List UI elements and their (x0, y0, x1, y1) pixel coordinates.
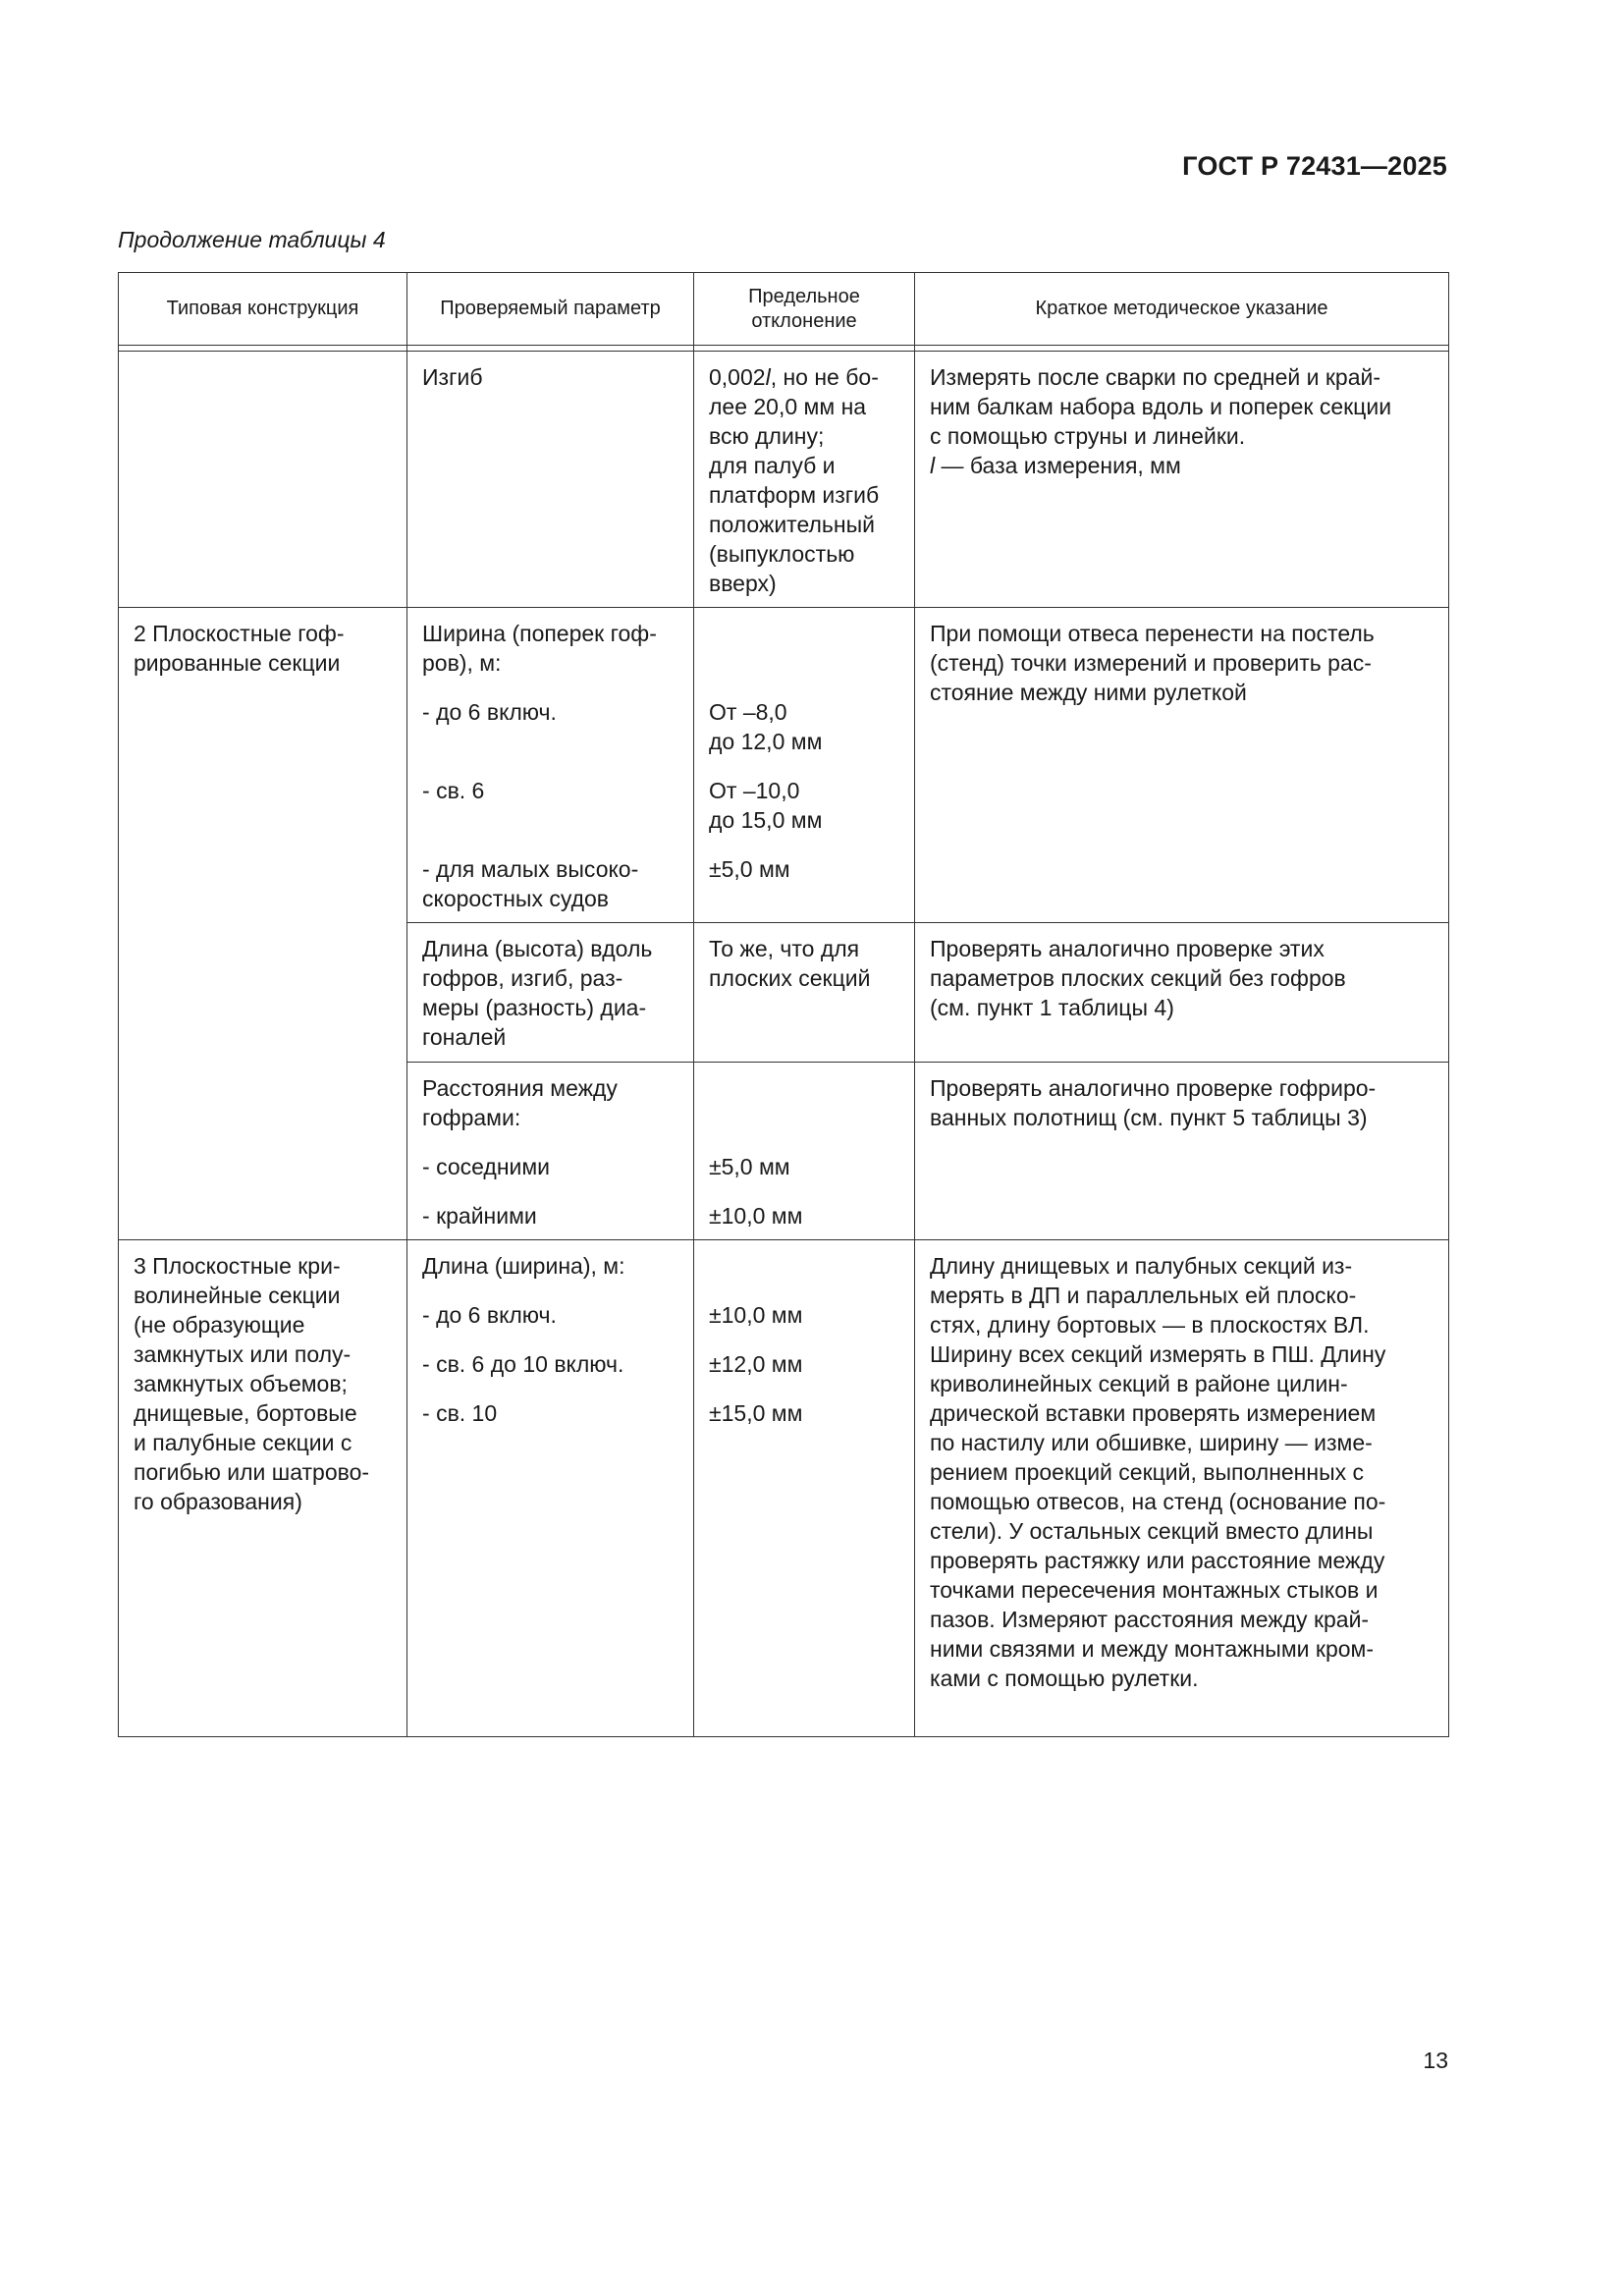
table-row (119, 352, 1449, 608)
text-line: ними связями и между монтажными кром- (930, 1636, 1375, 1662)
column-header-parameter: Проверяемый параметр (407, 273, 694, 346)
text-line: От –8,0 (709, 699, 787, 725)
cell-deviation (694, 923, 915, 1063)
document-code: ГОСТ Р 72431—2025 (1182, 151, 1447, 181)
cell-deviation (694, 608, 915, 923)
cell-instruction (915, 1063, 1449, 1240)
text-line: гофрами: (422, 1105, 521, 1130)
text-line: криволинейных секций в районе цилин- (930, 1371, 1348, 1396)
text-line: (не образующие (134, 1312, 305, 1338)
text-line: гофров, изгиб, раз- (422, 965, 623, 991)
cell-construction (119, 352, 407, 608)
table-row (119, 1240, 1449, 1737)
list-item: - крайними (422, 1203, 537, 1229)
text-line: проверять растяжку или расстояние между (930, 1548, 1385, 1573)
text-line: Длина (высота) вдоль (422, 936, 653, 961)
cell-instruction (915, 923, 1449, 1063)
list-item: - св. 6 до 10 включ. (422, 1351, 624, 1377)
text-line: погибью или шатрово- (134, 1459, 370, 1485)
cell-parameter (407, 608, 694, 923)
cell-deviation (694, 352, 915, 608)
cell-deviation (694, 1063, 915, 1240)
table-row (119, 608, 1449, 923)
text-line: и палубные секции с (134, 1430, 352, 1455)
text-line: Проверять аналогично проверке этих (930, 936, 1325, 961)
cell-construction (119, 1240, 407, 1737)
table-continuation-caption: Продолжение таблицы 4 (118, 227, 386, 252)
list-item: - св. 10 (422, 1400, 498, 1426)
column-header-deviation: Предельное отклонение (694, 273, 915, 346)
text-line: От –10,0 (709, 778, 800, 803)
text-line: до 15,0 мм (709, 807, 823, 833)
text-line: 0,002l, но не бо- (709, 364, 879, 390)
text-line: Ширину всех секций измерять в ПШ. Длину (930, 1341, 1386, 1367)
text-line: ров), м: (422, 650, 502, 676)
deviation-table (118, 272, 1449, 1737)
text-line: 3 Плоскостные кри- (134, 1253, 341, 1279)
text-line: меры (разность) диа- (422, 995, 647, 1020)
text-line: рением проекций секций, выполненных с (930, 1459, 1365, 1485)
text-line: (стенд) точки измерений и проверить рас- (930, 650, 1372, 676)
column-header-construction: Типовая конструкция (119, 273, 407, 346)
cell-parameter (407, 1063, 694, 1240)
text-line: дрической вставки проверять измерением (930, 1400, 1377, 1426)
list-item: - для малых высоко- (422, 856, 639, 882)
list-item: - соседними (422, 1154, 551, 1179)
text-line: всю длину; (709, 423, 825, 449)
text-line: Проверять аналогично проверке гофриро- (930, 1075, 1377, 1101)
text-line: для палуб и (709, 453, 836, 478)
list-item: - до 6 включ. (422, 699, 557, 725)
cell-construction (119, 608, 407, 1240)
list-item: скоростных судов (422, 886, 610, 911)
text-line: ±15,0 мм (709, 1400, 803, 1426)
cell-instruction (915, 1240, 1449, 1737)
page-number: 13 (1423, 2048, 1448, 2073)
cell-instruction (915, 608, 1449, 923)
text-line: вверх) (709, 571, 777, 596)
text-line: Измерять после сварки по средней и край- (930, 364, 1381, 390)
text-line: ванных полотнищ (см. пункт 5 таблицы 3) (930, 1105, 1368, 1130)
text-line: ±10,0 мм (709, 1203, 803, 1229)
text-line: ±12,0 мм (709, 1351, 803, 1377)
text-line: замкнутых или полу- (134, 1341, 352, 1367)
text-line: параметров плоских секций без гофров (930, 965, 1346, 991)
text-line: При помощи отвеса перенести на постель (930, 621, 1375, 646)
text-line: стояние между ними рулеткой (930, 680, 1247, 705)
text-line: Ширина (поперек гоф- (422, 621, 657, 646)
text-line: пазов. Измеряют расстояния между край- (930, 1607, 1370, 1632)
text-line: лее 20,0 мм на (709, 394, 867, 419)
text-line: (выпуклостью (709, 541, 855, 567)
text-line: го образования) (134, 1489, 302, 1514)
cell-parameter (407, 923, 694, 1063)
text-line: волинейные секции (134, 1283, 341, 1308)
text-line: до 12,0 мм (709, 729, 823, 754)
text-line: (см. пункт 1 таблицы 4) (930, 995, 1174, 1020)
text-line: ками с помощью рулетки. (930, 1666, 1199, 1691)
text-line: точками пересечения монтажных стыков и (930, 1577, 1379, 1603)
cell-instruction (915, 352, 1449, 608)
text-line: плоских секций (709, 965, 871, 991)
cell-deviation (694, 1240, 915, 1737)
column-header-instruction: Краткое методическое указание (915, 273, 1449, 346)
list-item: - св. 6 (422, 778, 485, 803)
text-line: ним балкам набора вдоль и поперек секции (930, 394, 1392, 419)
text-line: Длину днищевых и палубных секций из- (930, 1253, 1353, 1279)
text-line: с помощью струны и линейки. (930, 423, 1246, 449)
table-header-row (119, 273, 1449, 346)
text-line: l — база измерения, мм (930, 453, 1181, 478)
text-line: Расстояния между (422, 1075, 618, 1101)
cell-parameter (407, 1240, 694, 1737)
text-line: платформ изгиб (709, 482, 880, 508)
text-line: днищевые, бортовые (134, 1400, 357, 1426)
text-line: по настилу или обшивке, ширину — изме- (930, 1430, 1373, 1455)
text-line: То же, что для (709, 936, 860, 961)
cell-parameter: Изгиб (407, 352, 694, 608)
text-line: 2 Плоскостные гоф- (134, 621, 345, 646)
text-line: замкнутых объемов; (134, 1371, 348, 1396)
text-line: Длина (ширина), м: (422, 1253, 625, 1279)
text-line: ±5,0 мм (709, 1154, 790, 1179)
text-line: мерять в ДП и параллельных ей плоско- (930, 1283, 1357, 1308)
text-line: гоналей (422, 1024, 507, 1050)
text-line: ±10,0 мм (709, 1302, 803, 1328)
text-line: рированные секции (134, 650, 341, 676)
text-line: стях, длину бортовых — в плоскостях ВЛ. (930, 1312, 1370, 1338)
text-line: ±5,0 мм (709, 856, 790, 882)
text-line: стели). У остальных секций вместо длины (930, 1518, 1374, 1544)
text-line: помощью отвесов, на стенд (основание по- (930, 1489, 1386, 1514)
text-line: положительный (709, 512, 875, 537)
list-item: - до 6 включ. (422, 1302, 557, 1328)
